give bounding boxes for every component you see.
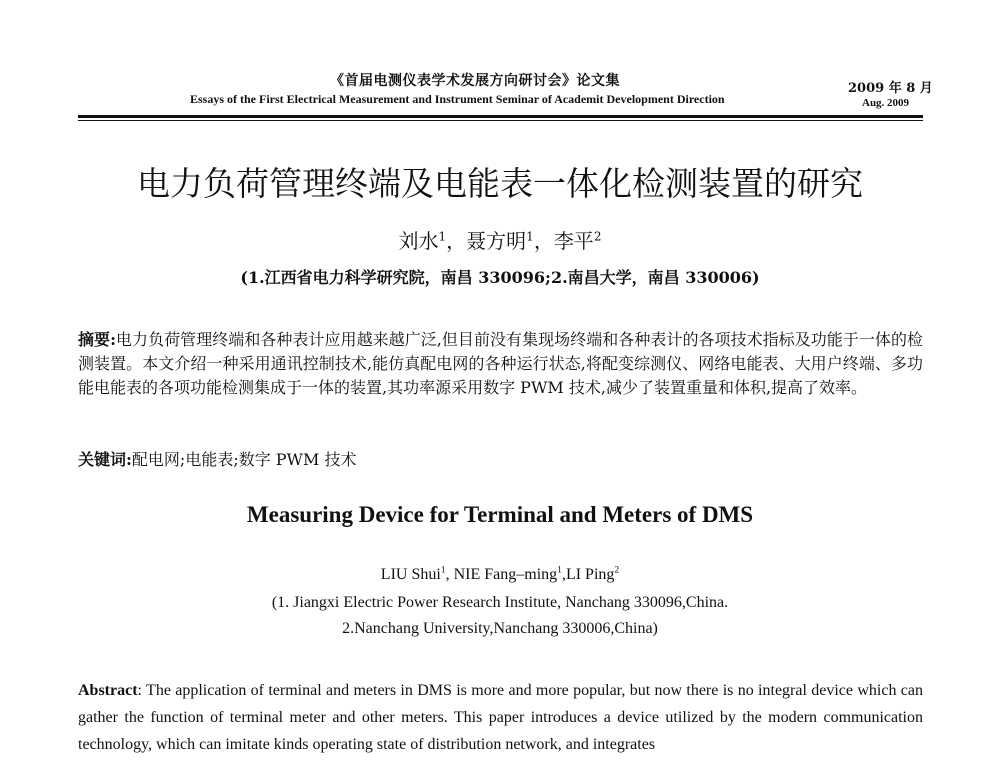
author-name: 李平: [553, 229, 594, 253]
issue-date-cn: 2009 年 8 月: [848, 81, 933, 96]
author-separator: ，: [533, 229, 554, 253]
keywords-label-cn: 关键词:: [78, 450, 132, 469]
issue-date-en: Aug. 2009: [862, 97, 910, 109]
abstract-cn: [78, 328, 923, 400]
author-affil-mark: 2: [593, 229, 602, 244]
header-rule-thin: [78, 120, 923, 121]
author-affil-mark: 1: [557, 564, 562, 576]
journal-title-cn: 《首届电测仪表学术发展方向研讨会》论文集: [330, 73, 620, 89]
author-separator: ，: [446, 229, 467, 253]
keywords-cn: [78, 448, 923, 472]
authors-cn: [40, 225, 960, 254]
abstract-label-en: Abstract: [78, 682, 138, 699]
author-affil-mark: 1: [438, 229, 447, 244]
paper-title-en: Measuring Device for Terminal and Meters of DMS: [246, 502, 754, 527]
header-rule-thick: [78, 115, 923, 118]
author-separator: ,: [561, 566, 566, 583]
author-name: LI Ping: [565, 566, 615, 583]
abstract-label-cn: 摘要:: [78, 330, 116, 349]
authors-en: [40, 566, 960, 584]
affiliation-en-1: (1. Jiangxi Electric Power Research Institute, Nanchang 330096,China.: [271, 594, 729, 611]
author-name: NIE Fang–ming: [453, 566, 558, 583]
author-affil-mark: 1: [526, 229, 534, 244]
journal-title-en: Essays of the First Electrical Measurement and Instrument Seminar of Academit Development Direction: [190, 92, 725, 106]
author-affil-mark: 2: [614, 564, 620, 576]
author-name: 聂方明: [466, 229, 527, 253]
paper-title-cn: 电力负荷管理终端及电能表一体化检测装置的研究: [137, 164, 863, 203]
affiliation-cn: (1.江西省电力科学研究院，南昌 330096;2.南昌大学，南昌 330006): [240, 268, 760, 287]
keywords-text-cn: 配电网;电能表;数字 PWM 技术: [131, 450, 357, 469]
affiliation-en-2: 2.Nanchang University,Nanchang 330006,China): [342, 620, 658, 637]
abstract-text-en: : The application of terminal and meters in DMS is more and more popular, but now there is no integral device which can gather the function of terminal meter and other meters. This paper introduces a device utilized by the modern communication technology, which can imitate kinds operating state of distribution network, and integrates: [78, 682, 923, 753]
author-name: LIU Shui: [380, 566, 441, 583]
abstract-text-cn: 电力负荷管理终端和各种表计应用越来越广泛,但目前没有集现场终端和各种表计的各项技术指标及功能于一体的检测装置。本文介绍一种采用通讯控制技术,能仿真配电网的各种运行状态,将配变综测仪、网络电能表、大用户终端、多功能电能表的各项功能检测集成于一体的装置,其功率源采用数字 PWM 技术,减少了装置重量和体积,提高了效率。: [78, 330, 923, 397]
abstract-en: [78, 677, 923, 758]
author-separator: ,: [445, 566, 454, 583]
author-affil-mark: 1: [440, 564, 446, 576]
author-name: 刘水: [398, 229, 439, 253]
